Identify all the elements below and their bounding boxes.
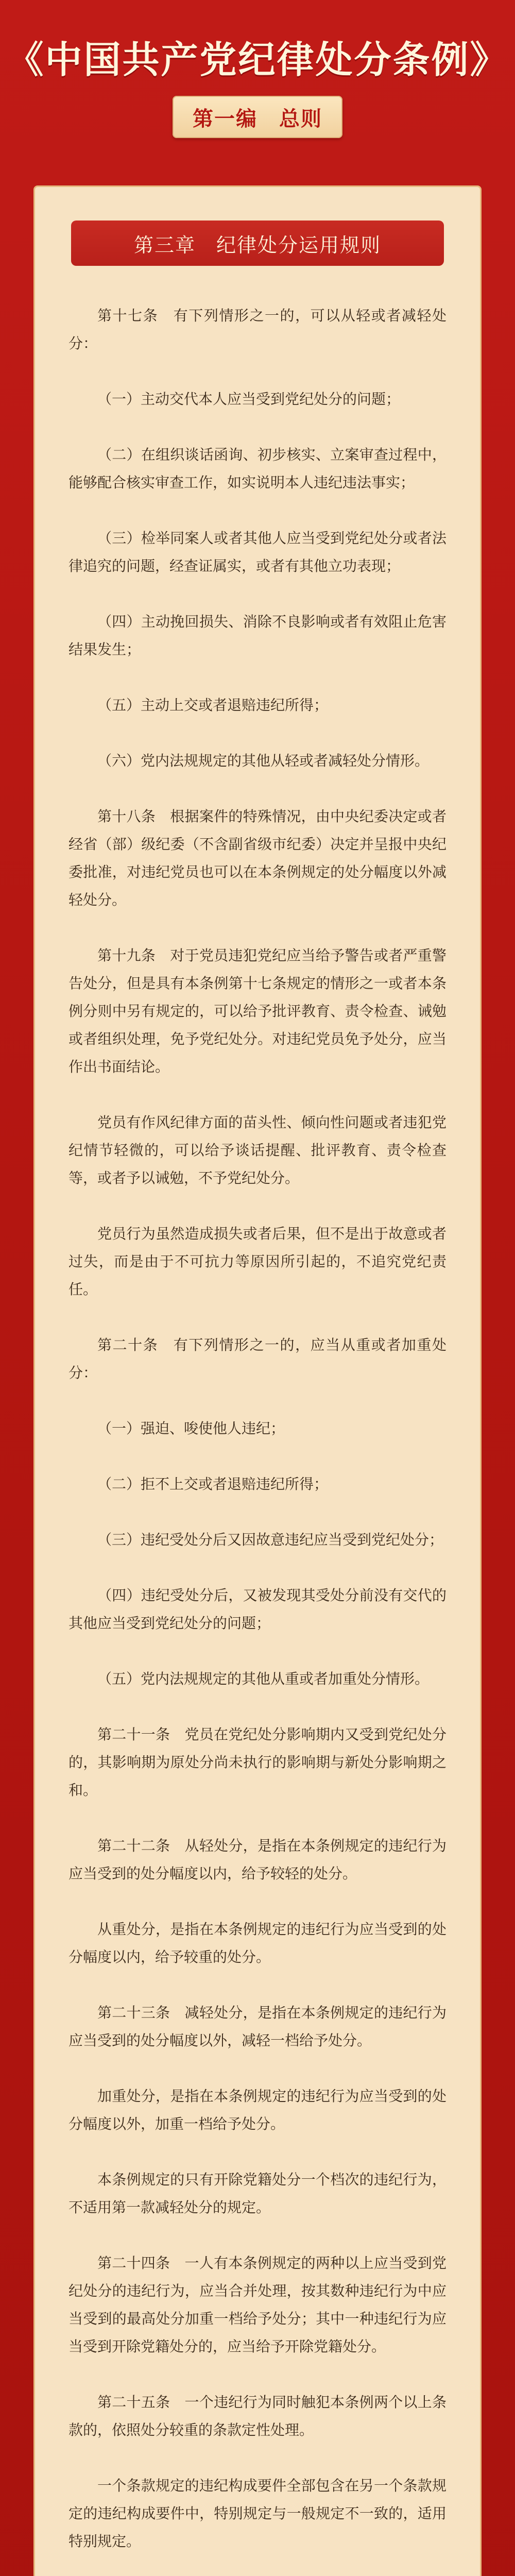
header [0,0,515,155]
paragraph: （五）主动上交或者退赔违纪所得； [97,697,329,714]
paragraph: （二）在组织谈话函询、初步核实、立案审查过程中，能够配合核实审查工作，如实说明本人违纪违法事实； [68,446,447,491]
paragraph: 从重处分，是指在本条例规定的违纪行为应当受到的处分幅度以内，给予较重的处分。 [68,1921,447,1965]
paragraph: （二）拒不上交或者退赔违纪所得； [97,1476,329,1493]
paragraph: （四）主动挽回损失、消除不良影响或者有效阻止危害结果发生； [68,613,447,658]
article-body [68,302,447,2576]
paragraph: 一个条款规定的违纪构成要件全部包含在另一个条款规定的违纪构成要件中，特别规定与一般规定不一致的，适用特别规定。 [68,2477,447,2550]
section-badge: 第一编 总则 [173,96,342,138]
paragraph: 第十七条 有下列情形之一的，可以从轻或者减轻处分： [68,307,447,352]
paragraph: 党员行为虽然造成损失或者后果，但不是出于故意或者过失，而是由于不可抗力等原因所引起的，不追究党纪责任。 [68,1225,447,1298]
paragraph: （四）违纪受处分后，又被发现其受处分前没有交代的其他应当受到党纪处分的问题； [68,1587,447,1632]
paragraph: 第二十四条 一人有本条例规定的两种以上应当受到党纪处分的违纪行为，应当合并处理，按其数种违纪行为中应当受到的最高处分加重一档给予处分；其中一种违纪行为应当受到开除党籍处分的，应当给予开除党籍处分。 [68,2255,447,2355]
paragraph: （六）党内法规规定的其他从轻或者减轻处分情形。 [97,752,430,769]
paragraph: 第二十条 有下列情形之一的，应当从重或者加重处分： [68,1336,447,1381]
paragraph: 第十八条 根据案件的特殊情况，由中央纪委决定或者经省（部）级纪委（不含副省级市纪委）决定并呈报中央纪委批准，对违纪党员也可以在本条例规定的处分幅度以外减轻处分。 [68,808,447,908]
paragraph: 加重处分，是指在本条例规定的违纪行为应当受到的处分幅度以外，加重一档给予处分。 [68,2088,447,2132]
paragraph: 第二十五条 一个违纪行为同时触犯本条例两个以上条款的，依照处分较重的条款定性处理。 [68,2394,447,2438]
paragraph: （一）强迫、唆使他人违纪； [97,1420,285,1437]
paragraph: 第二十一条 党员在党纪处分影响期内又受到党纪处分的，其影响期为原处分尚未执行的影响期与新处分影响期之和。 [68,1726,447,1799]
paragraph: （一）主动交代本人应当受到党纪处分的问题； [97,391,401,408]
paragraph: 本条例规定的只有开除党籍处分一个档次的违纪行为，不适用第一款减轻处分的规定。 [68,2171,447,2216]
paragraph: 第二十三条 减轻处分，是指在本条例规定的违纪行为应当受到的处分幅度以外，减轻一档给予处分。 [68,2004,447,2049]
paragraph: 党员有作风纪律方面的苗头性、倾向性问题或者违犯党纪情节轻微的，可以给予谈话提醒、批评教育、责令检查等，或者予以诫勉，不予党纪处分。 [68,1114,447,1187]
content-card [33,185,482,2576]
paragraph: 第二十二条 从轻处分，是指在本条例规定的违纪行为应当受到的处分幅度以内，给予较轻的处分。 [68,1837,447,1882]
paragraph: （三）检举同案人或者其他人应当受到党纪处分或者法律追究的问题，经查证属实，或者有其他立功表现； [68,530,447,574]
chapter-title: 第三章 纪律处分运用规则 [133,233,381,257]
paragraph: 第十九条 对于党员违犯党纪应当给予警告或者严重警告处分，但是具有本条例第十七条规定的情形之一或者本条例分则中另有规定的，可以给予批评教育、责令检查、诫勉或者组织处理，免予党纪处分。对违纪党员免予处分，应当作出书面结论。 [68,947,447,1075]
chapter-banner [71,221,444,266]
paragraph: （三）违纪受处分后又因故意违纪应当受到党纪处分； [97,1531,444,1548]
paragraph: （五）党内法规规定的其他从重或者加重处分情形。 [97,1670,430,1687]
page-title: 《中国共产党纪律处分条例》 [6,38,509,81]
